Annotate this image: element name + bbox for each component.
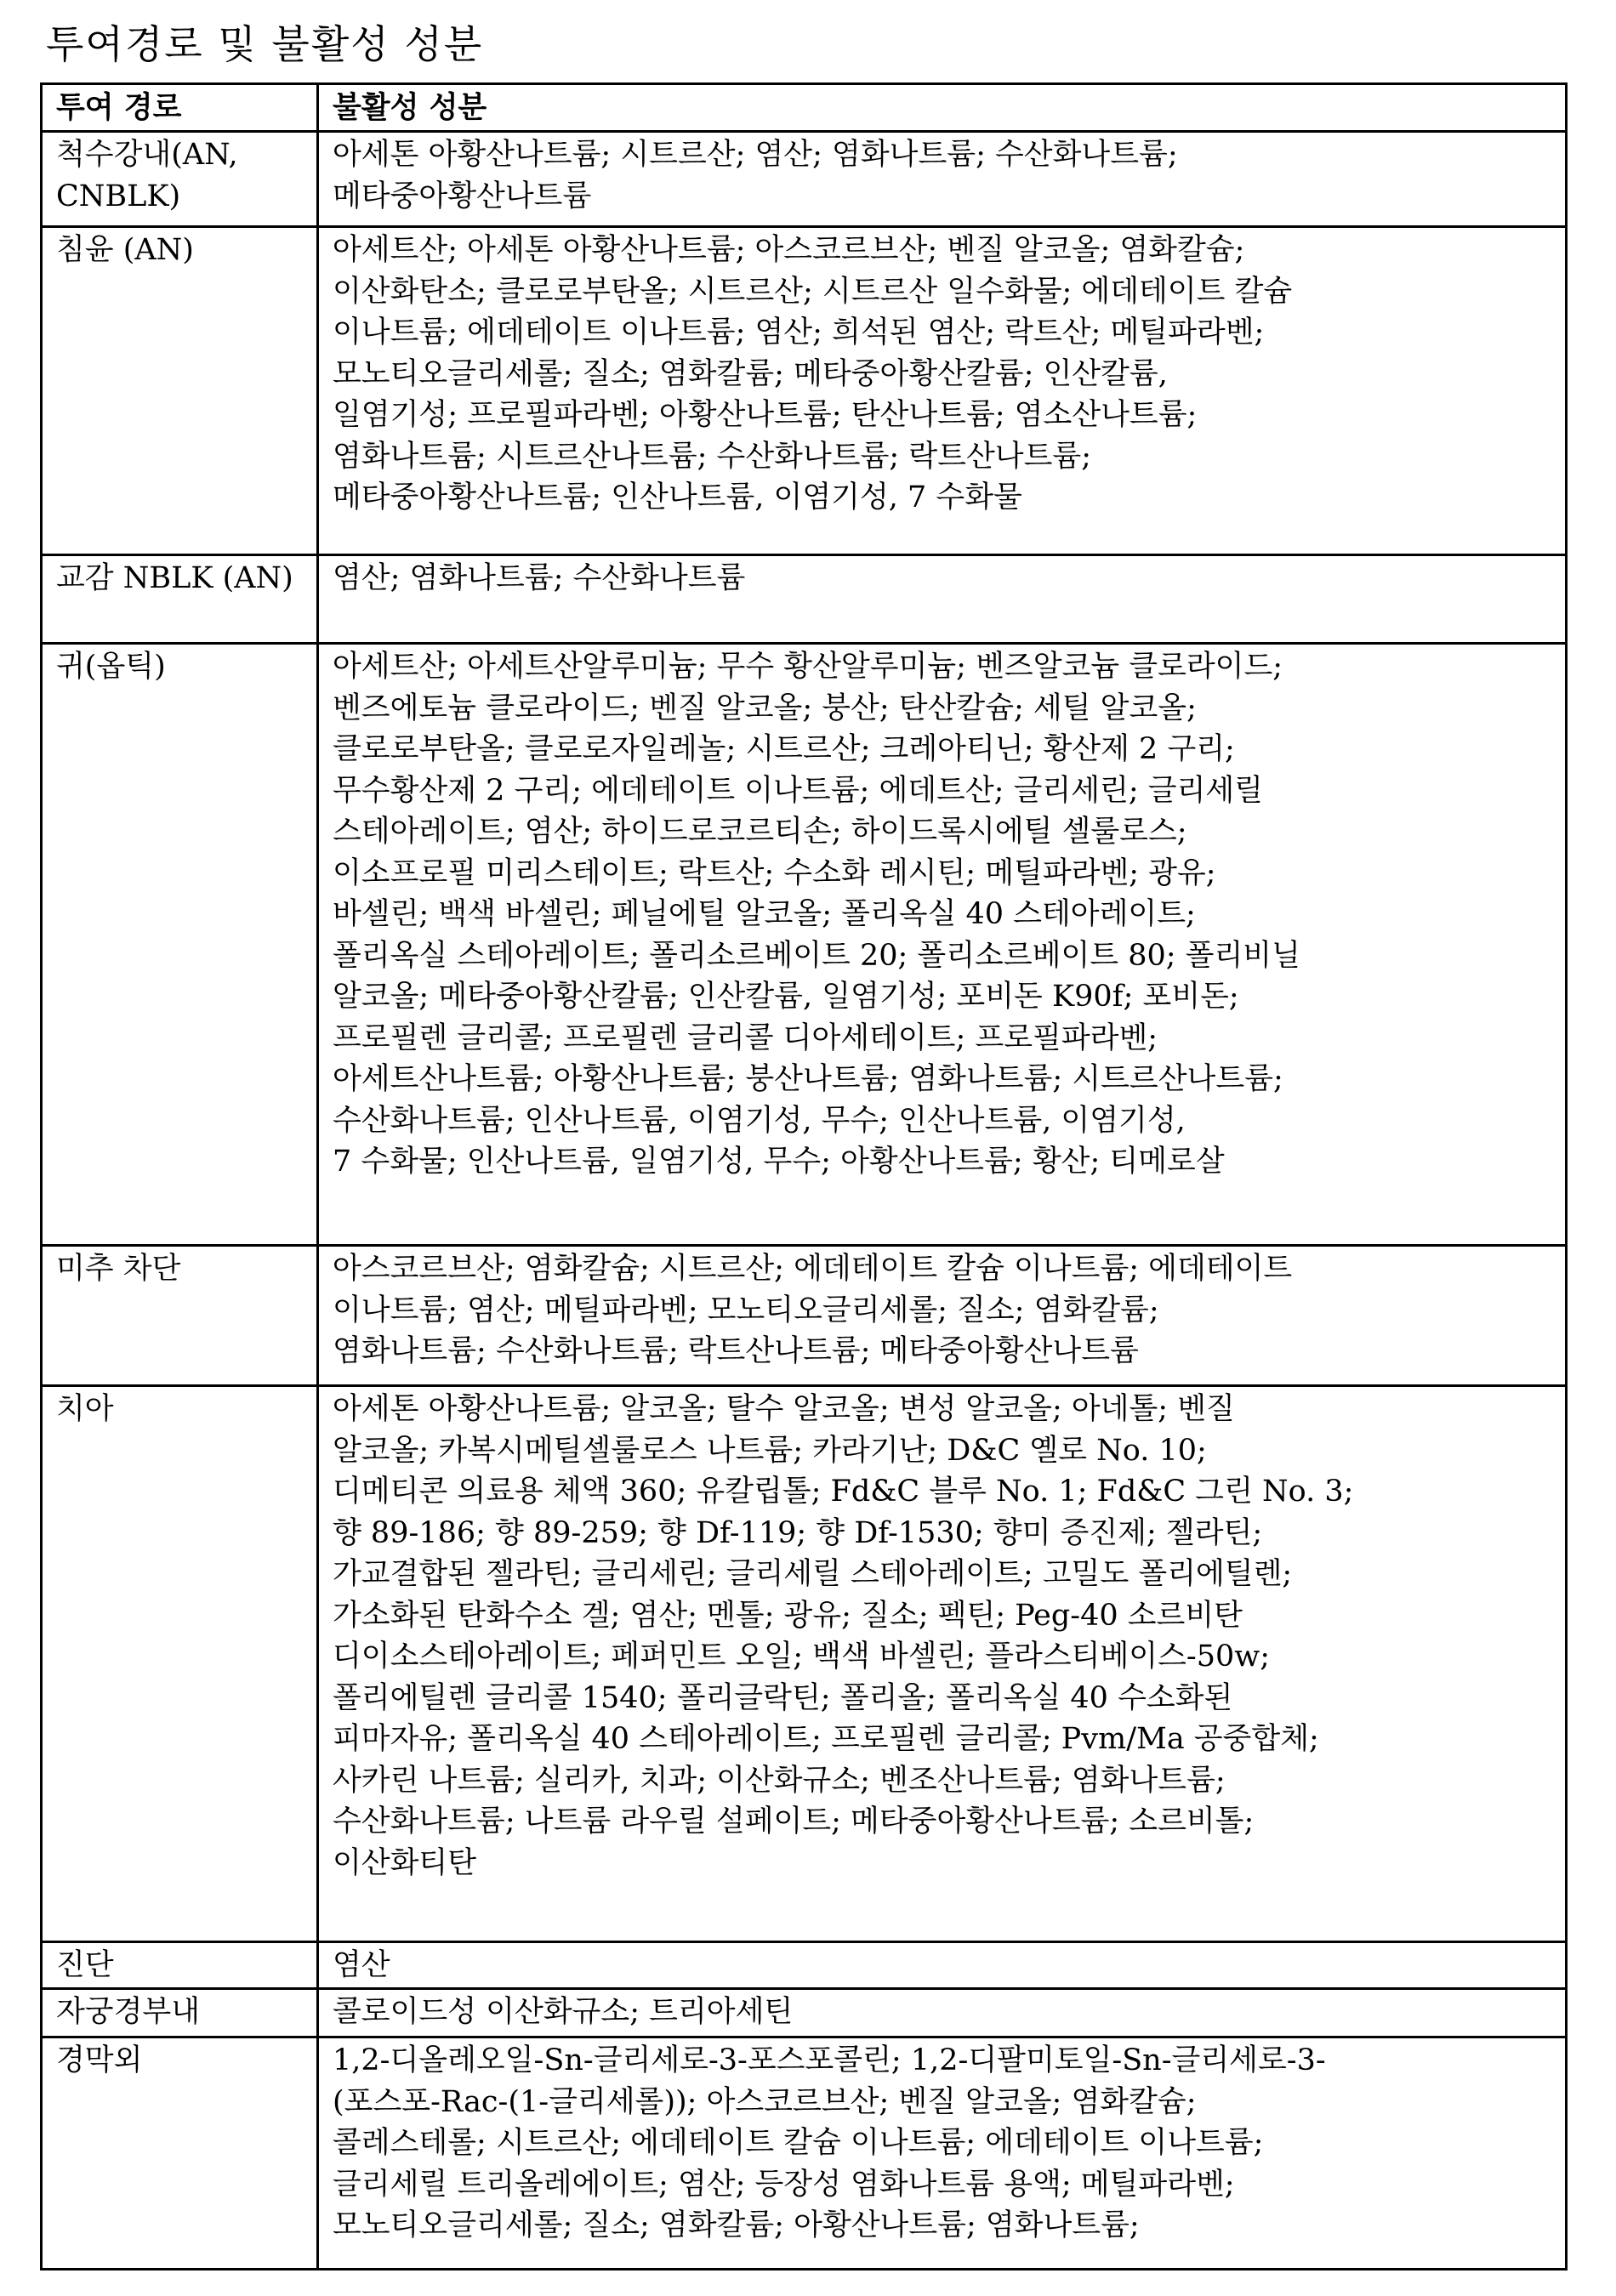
ingredient-line: 아세톤 아황산나트륨; 시트르산; 염산; 염화나트륨; 수산화나트륨; bbox=[333, 138, 1178, 172]
route-cell: 미추 차단 bbox=[42, 1246, 318, 1386]
ingredients-cell bbox=[318, 1942, 1567, 1989]
table-row bbox=[42, 1989, 1567, 2037]
document-title: 투여경로 및 불활성 성분 bbox=[46, 21, 484, 67]
route-cell: 귀(옵틱) bbox=[42, 644, 318, 1246]
ingredient-line: 아세트산; 아세톤 아황산나트륨; 아스코르브산; 벤질 알코올; 염화칼슘; bbox=[333, 233, 1245, 267]
ingredients-cell bbox=[318, 1386, 1567, 1942]
header-route: 투여 경로 bbox=[42, 84, 318, 132]
ingredients-cell bbox=[318, 1246, 1567, 1386]
ingredient-line: 알코올; 메타중아황산칼륨; 인산칼륨, 일염기성; 포비돈 K90f; 포비돈; bbox=[333, 980, 1239, 1014]
table-row bbox=[42, 227, 1567, 555]
ingredient-line: 7 수화물; 인산나트륨, 일염기성, 무수; 아황산나트륨; 황산; 티메로살 bbox=[333, 1145, 1225, 1179]
ingredient-line: 프로필렌 글리콜; 프로필렌 글리콜 디아세테이트; 프로필파라벤; bbox=[333, 1020, 1158, 1055]
ingredient-line: 향 89-186; 향 89-259; 향 Df-119; 향 Df-1530; 향미 증진제; 젤라틴; bbox=[333, 1515, 1263, 1550]
ingredient-line: 가소화된 탄화수소 겔; 염산; 멘톨; 광유; 질소; 펙틴; Peg-40 소르비탄 bbox=[333, 1598, 1243, 1633]
ingredient-line: 아세트산; 아세트산알루미늄; 무수 황산알루미늄; 벤즈알코늄 클로라이드; bbox=[333, 650, 1283, 684]
ingredient-line: 글리세릴 트리올레에이트; 염산; 등장성 염화나트륨 용액; 메틸파라벤; bbox=[333, 2167, 1235, 2202]
table-row bbox=[42, 2037, 1567, 2270]
route-cell: 척수강내(AN, CNBLK) bbox=[42, 132, 318, 227]
ingredient-line: 피마자유; 폴리옥실 40 스테아레이트; 프로필렌 글리콜; Pvm/Ma 공중합체; bbox=[333, 1722, 1319, 1756]
table-row bbox=[42, 555, 1567, 644]
ingredient-line: 염산 bbox=[333, 1948, 390, 1982]
table-body bbox=[42, 132, 1567, 2270]
routes-inactive-ingredients-table bbox=[40, 82, 1568, 2270]
ingredients-cell bbox=[318, 132, 1567, 227]
table-row bbox=[42, 644, 1567, 1246]
ingredient-line: 수산화나트륨; 인산나트륨, 이염기성, 무수; 인산나트륨, 이염기성, bbox=[333, 1103, 1186, 1138]
ingredient-line: 사카린 나트륨; 실리카, 치과; 이산화규소; 벤조산나트륨; 염화나트륨; bbox=[333, 1763, 1226, 1798]
ingredient-line: 아세톤 아황산나트륨; 알코올; 탈수 알코올; 변성 알코올; 아네톨; 벤질 bbox=[333, 1392, 1235, 1426]
ingredients-cell bbox=[318, 2037, 1567, 2270]
header-ingredients: 불활성 성분 bbox=[318, 84, 1567, 132]
ingredient-line: 이나트륨; 에데테이트 이나트륨; 염산; 희석된 염산; 락트산; 메틸파라벤; bbox=[333, 315, 1265, 350]
table-row bbox=[42, 1942, 1567, 1989]
ingredient-line: 스테아레이트; 염산; 하이드로코르티손; 하이드록시에틸 셀룰로스; bbox=[333, 815, 1187, 849]
ingredient-line: 벤즈에토늄 클로라이드; 벤질 알코올; 붕산; 탄산칼슘; 세틸 알코올; bbox=[333, 691, 1197, 725]
ingredients-cell bbox=[318, 555, 1567, 644]
ingredients-cell bbox=[318, 1989, 1567, 2037]
route-cell: 교감 NBLK (AN) bbox=[42, 555, 318, 644]
ingredient-line: 이나트륨; 염산; 메틸파라벤; 모노티오글리세롤; 질소; 염화칼륨; bbox=[333, 1293, 1159, 1327]
ingredient-line: 메타중아황산나트륨; 인산나트륨, 이염기성, 7 수화물 bbox=[333, 480, 1022, 514]
ingredient-line: 아세트산나트륨; 아황산나트륨; 붕산나트륨; 염화나트륨; 시트르산나트륨; bbox=[333, 1062, 1283, 1096]
ingredient-line: 염화나트륨; 시트르산나트륨; 수산화나트륨; 락트산나트륨; bbox=[333, 439, 1091, 474]
ingredient-line: 디이소스테아레이트; 페퍼민트 오일; 백색 바셀린; 플라스티베이스-50w; bbox=[333, 1640, 1270, 1674]
ingredient-line: 클로로부탄올; 클로로자일레놀; 시트르산; 크레아티닌; 황산제 2 구리; bbox=[333, 732, 1235, 766]
ingredient-line: 바셀린; 백색 바셀린; 페닐에틸 알코올; 폴리옥실 40 스테아레이트; bbox=[333, 897, 1196, 931]
ingredient-line: 메타중아황산나트륨 bbox=[333, 179, 592, 213]
ingredient-line: 이산화티탄 bbox=[333, 1845, 477, 1880]
ingredient-line: 폴리옥실 스테아레이트; 폴리소르베이트 20; 폴리소르베이트 80; 폴리비닐 bbox=[333, 938, 1300, 973]
ingredient-line: 이산화탄소; 클로로부탄올; 시트르산; 시트르산 일수화물; 에데테이트 칼슘 bbox=[333, 274, 1293, 309]
ingredient-line: 수산화나트륨; 나트륨 라우릴 설페이트; 메타중아황산나트륨; 소르비톨; bbox=[333, 1804, 1255, 1839]
ingredient-line: 폴리에틸렌 글리콜 1540; 폴리글락틴; 폴리올; 폴리옥실 40 수소화된 bbox=[333, 1680, 1233, 1715]
table-row bbox=[42, 1386, 1567, 1942]
ingredient-line: 콜로이드성 이산화규소; 트리아세틴 bbox=[333, 1995, 794, 2029]
ingredient-line: 이소프로필 미리스테이트; 락트산; 수소화 레시틴; 메틸파라벤; 광유; bbox=[333, 855, 1216, 890]
table-row bbox=[42, 1246, 1567, 1386]
route-cell: 경막외 bbox=[42, 2037, 318, 2270]
ingredient-line: 알코올; 카복시메틸셀룰로스 나트륨; 카라기난; D&C 옐로 No. 10; bbox=[333, 1433, 1207, 1468]
ingredient-line: 1,2-디올레오일-Sn-글리세로-3-포스포콜린; 1,2-디팔미토일-Sn-글리세로-3- bbox=[333, 2043, 1326, 2077]
ingredient-line: 모노티오글리세롤; 질소; 염화칼륨; 아황산나트륨; 염화나트륨; bbox=[333, 2208, 1140, 2242]
ingredient-line: 가교결합된 젤라틴; 글리세린; 글리세릴 스테아레이트; 고밀도 폴리에틸렌; bbox=[333, 1557, 1293, 1591]
route-cell: 자궁경부내 bbox=[42, 1989, 318, 2037]
ingredient-line: 염산; 염화나트륨; 수산화나트륨 bbox=[333, 561, 746, 595]
table-header-row bbox=[42, 84, 1567, 132]
ingredients-cell bbox=[318, 644, 1567, 1246]
table-row bbox=[42, 132, 1567, 227]
ingredient-line: 디메티콘 의료용 체액 360; 유칼립톨; Fd&C 블루 No. 1; Fd&C 그린 No. 3; bbox=[333, 1475, 1354, 1509]
route-cell: 침윤 (AN) bbox=[42, 227, 318, 555]
route-cell: 진단 bbox=[42, 1942, 318, 1989]
ingredients-cell bbox=[318, 227, 1567, 555]
route-cell: 치아 bbox=[42, 1386, 318, 1942]
ingredient-line: 모노티오글리세롤; 질소; 염화칼륨; 메타중아황산칼륨; 인산칼륨, bbox=[333, 356, 1168, 391]
ingredient-line: (포스포-Rac-(1-글리세롤)); 아스코르브산; 벤질 알코올; 염화칼슘; bbox=[333, 2084, 1197, 2119]
ingredient-line: 일염기성; 프로필파라벤; 아황산나트륨; 탄산나트륨; 염소산나트륨; bbox=[333, 398, 1198, 432]
ingredient-line: 아스코르브산; 염화칼슘; 시트르산; 에데테이트 칼슘 이나트륨; 에데테이트 bbox=[333, 1252, 1293, 1286]
ingredient-line: 무수황산제 2 구리; 에데테이트 이나트륨; 에데트산; 글리세린; 글리세릴 bbox=[333, 773, 1263, 808]
ingredient-line: 콜레스테롤; 시트르산; 에데테이트 칼슘 이나트륨; 에데테이트 이나트륨; bbox=[333, 2126, 1264, 2160]
ingredient-line: 염화나트륨; 수산화나트륨; 락트산나트륨; 메타중아황산나트륨 bbox=[333, 1334, 1139, 1368]
